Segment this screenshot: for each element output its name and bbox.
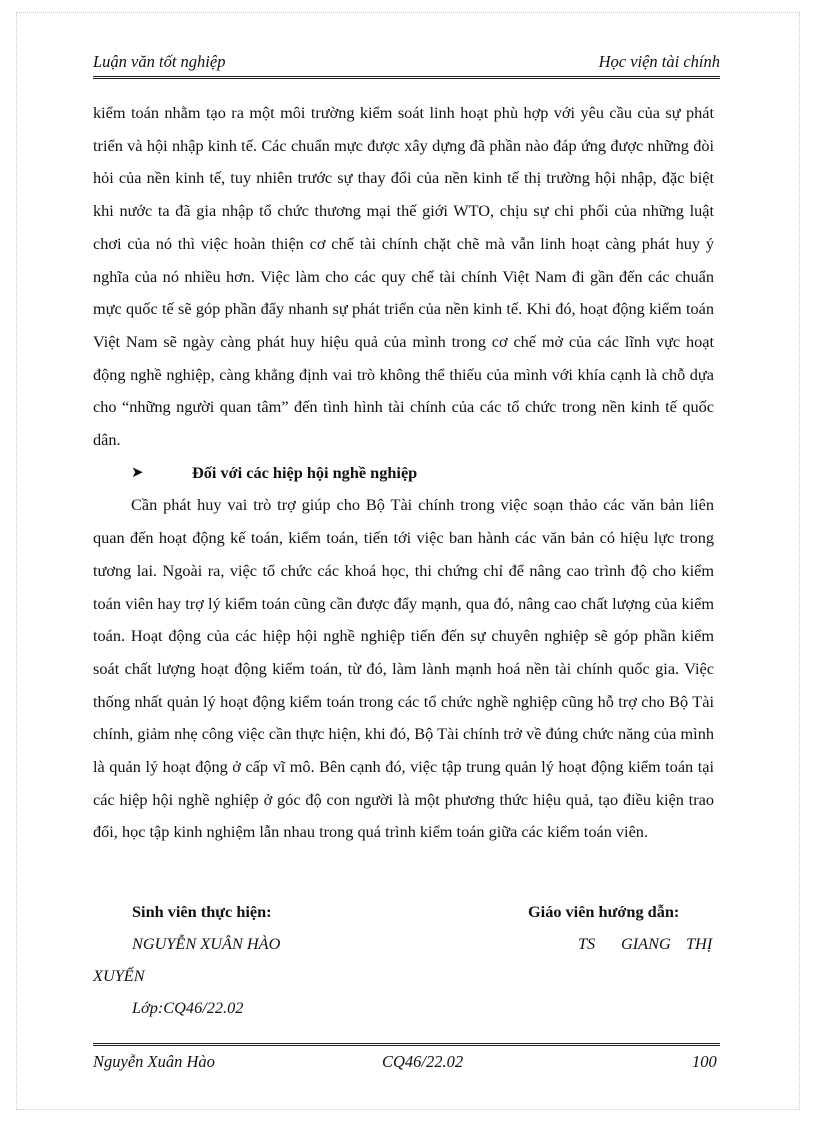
advisor-label: Giáo viên hướng dẫn:: [528, 902, 680, 921]
header-institution: Học viện tài chính: [598, 52, 720, 71]
document-body: [93, 97, 714, 849]
student-name: NGUYỄN XUÂN HÀO: [132, 934, 281, 953]
advisor-name-given: GIANG: [621, 934, 671, 953]
footer-author: Nguyễn Xuân Hào: [93, 1052, 215, 1071]
section-heading: [93, 457, 714, 490]
advisor-name-middle: THỊ: [686, 934, 713, 953]
footer-divider: [93, 1043, 720, 1046]
footer-class-code: CQ46/22.02: [382, 1052, 464, 1071]
advisor-title: TS: [578, 934, 596, 953]
header-thesis-title: Luận văn tốt nghiệp: [93, 52, 226, 71]
arrow-bullet-icon: ➤: [131, 464, 144, 481]
section-heading-text: Đối với các hiệp hội nghề nghiệp: [192, 462, 418, 482]
student-label: Sinh viên thực hiện:: [132, 902, 272, 921]
student-class: Lớp:CQ46/22.02: [132, 998, 244, 1017]
header-divider: [93, 76, 720, 79]
page-number: 100: [692, 1052, 717, 1071]
advisor-name-last: XUYẾN: [93, 966, 145, 985]
paragraph-associations: Cần phát huy vai trò trợ giúp cho Bộ Tài chính trong việc soạn thảo các văn bản liên quan đến hoạt động kế toán, kiểm toán, tiến tới việc ban hành các văn bản có hiệu lực trong tương lai. Ngoài ra, việc tổ chức các khoá học, thi chứng chỉ để nâng cao trình độ cho kiểm toán viên hay trợ lý kiểm toán cũng cần được đẩy mạnh, qua đó, nâng cao chất lượng của kiểm toán. Hoạt động của các hiệp hội nghề nghiệp tiến đến sự chuyên nghiệp sẽ góp phần kiểm soát chất lượng hoạt động kiểm toán, từ đó, làm lành mạnh hoá nền tài chính quốc gia. Việc thống nhất quản lý hoạt động kiểm toán trong các tổ chức nghề nghiệp cũng hỗ trợ cho Bộ Tài chính, giảm nhẹ công việc cần thực hiện, khi đó, Bộ Tài chính trở về đúng chức năng của mình là quản lý hoạt động ở cấp vĩ mô. Bên cạnh đó, việc tập trung quản lý hoạt động kiểm toán tại các hiệp hội nghề nghiệp ở góc độ con người là một phương thức hiệu quả, tạo điều kiện trao đổi, học tập kinh nghiệm lẫn nhau trong quá trình kiểm toán giữa các kiểm toán viên.: [93, 495, 714, 842]
paragraph-continuation: kiểm toán nhằm tạo ra một môi trường kiểm soát linh hoạt phù hợp với yêu cầu của sự phát triển và hội nhập kinh tế. Các chuẩn mực được xây dựng đã phần nào đáp ứng được những đòi hỏi của nền kinh tế, tuy nhiên trước sự thay đổi của nền kinh tế thị trường hội nhập, đặc biệt khi nước ta đã gia nhập tổ chức thương mại thế giới WTO, chịu sự chi phối của những luật chơi của nó thì việc hoàn thiện cơ chế tài chính chặt chẽ mà vẫn linh hoạt càng phát huy ý nghĩa của nó nhiều hơn. Việc làm cho các quy chế tài chính Việt Nam đi gần đến các chuẩn mực quốc tế sẽ góp phần đẩy nhanh sự phát triển của nền kinh tế. Khi đó, hoạt động kiểm toán Việt Nam sẽ ngày càng phát huy hiệu quả của mình trong cơ chế mở của các lĩnh vực hoạt động nghề nghiệp, càng khẳng định vai trò không thể thiếu của mình với khía cạnh là chỗ dựa cho “những người quan tâm” đến tình hình tài chính của các tổ chức trong nền kinh tế quốc dân.: [93, 103, 714, 450]
